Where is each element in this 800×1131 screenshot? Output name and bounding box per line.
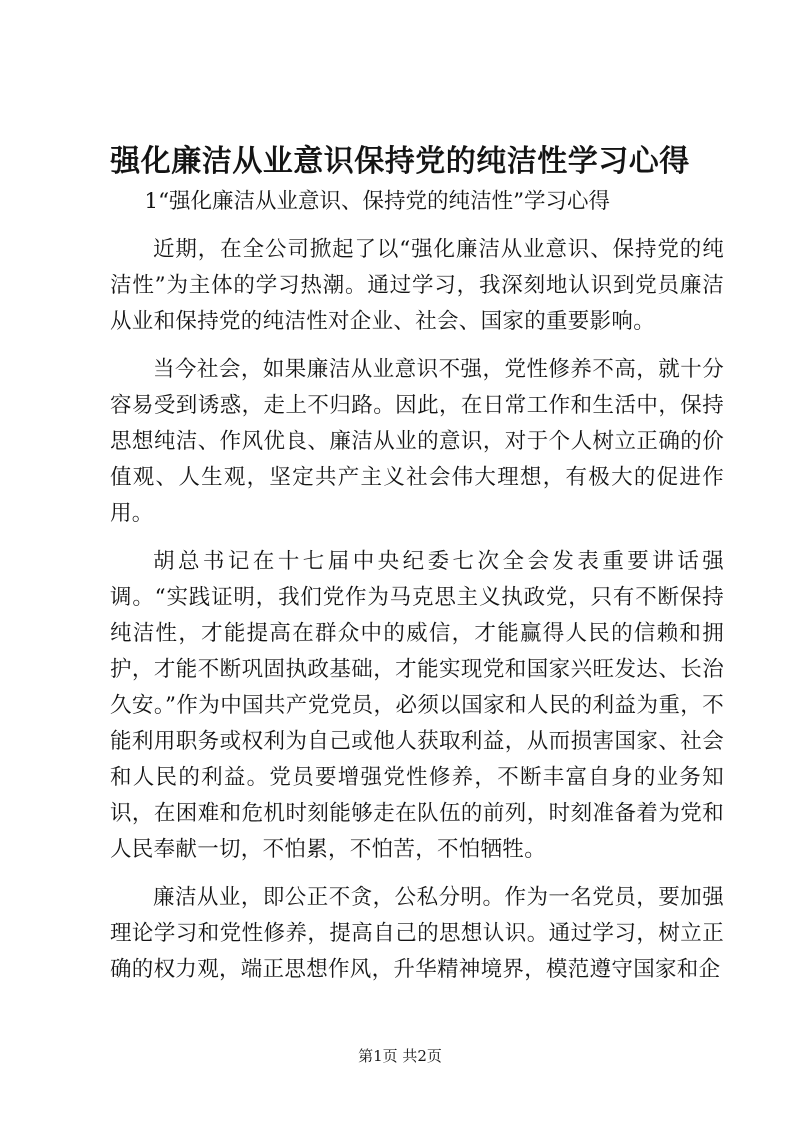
paragraph: 廉洁从业，即公正不贪，公私分明。作为一名党员，要加强理论学习和党性修养，提高自己的思想认识。通过学习，树立正确的权力观，端正思想作风，升华精神境界，模范遵守国家和企: [110, 885, 724, 982]
document-subtitle: 1“强化廉洁从业意识、保持党的纯洁性”学习心得: [144, 189, 611, 214]
paragraph: 近期，在全公司掀起了以“强化廉洁从业意识、保持党的纯洁性”为主体的学习热潮。通过学习，我深刻地认识到党员廉洁从业和保持党的纯洁性对企业、社会、国家的重要影响。: [110, 237, 724, 334]
paragraph: 当今社会，如果廉洁从业意识不强，党性修养不高，就十分容易受到诱惑，走上不归路。因此，在日常工作和生活中，保持思想纯洁、作风优良、廉洁从业的意识，对于个人树立正确的价值观、人生观，坚定共产主义社会伟大理想，有极大的促进作用。: [110, 357, 724, 526]
document-body: [110, 184, 724, 1000]
document-title: 强化廉洁从业意识保持党的纯洁性学习心得: [110, 144, 690, 179]
paragraph: 胡总书记在十七届中央纪委七次全会发表重要讲话强调。“实践证明，我们党作为马克思主义执政党，只有不断保持纯洁性，才能提高在群众中的威信，才能赢得人民的信赖和拥护，才能不断巩固执政基础，才能实现党和国家兴旺发达、长治久安。”作为中国共产党党员，必须以国家和人民的利益为重，不能利用职务或权利为自己或他人获取利益，从而损害国家、社会和人民的利益。党员要增强党性修养，不断丰富自身的业务知识，在困难和危机时刻能够走在队伍的前列，时刻准备着为党和人民奉献一切，不怕累，不怕苦，不怕牺牲。: [110, 549, 724, 862]
page-number-footer: 第1页 共2页: [358, 1047, 442, 1065]
